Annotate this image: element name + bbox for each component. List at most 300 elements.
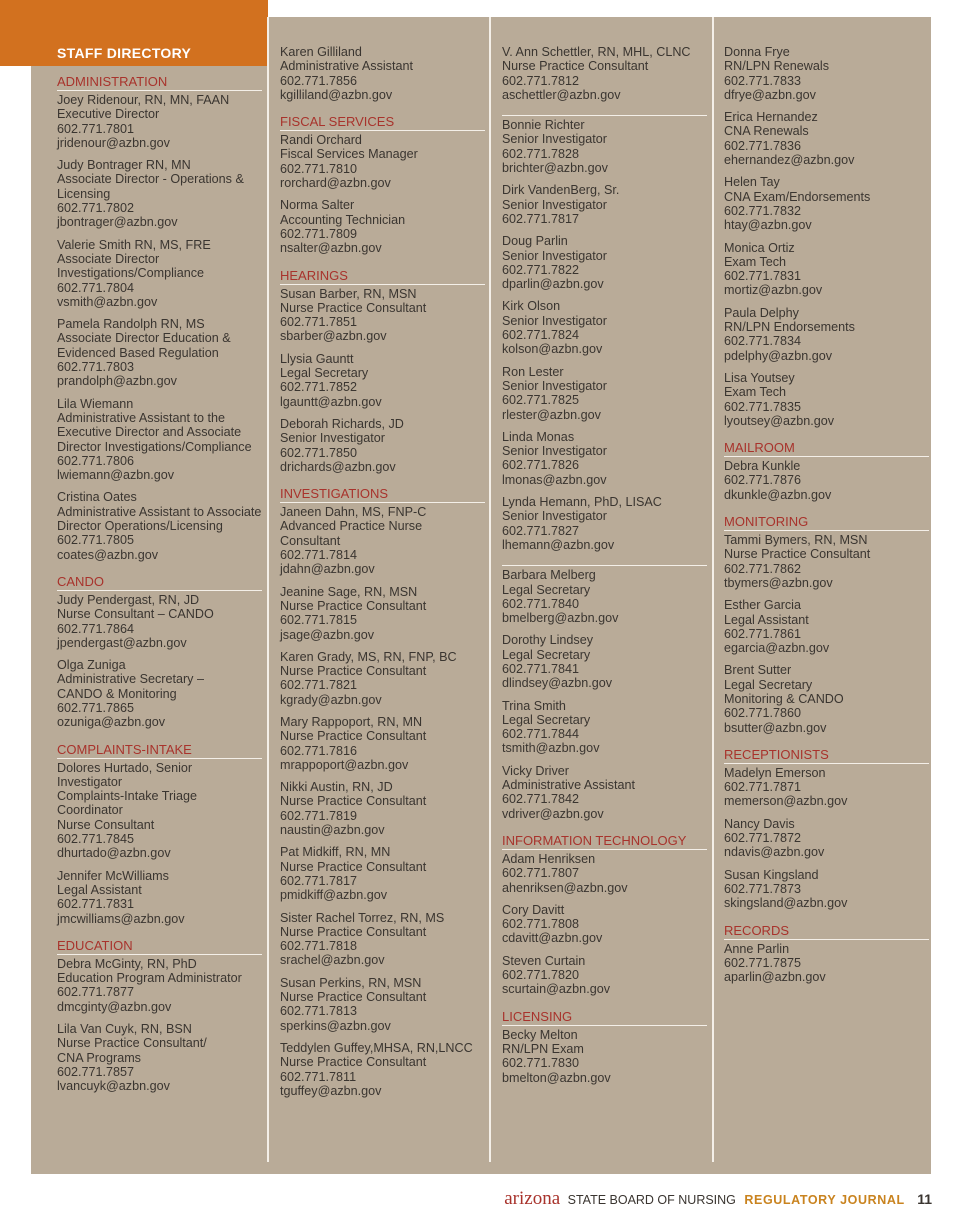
staff-entry <box>724 942 929 985</box>
staff-entry <box>280 417 485 474</box>
staff-email-link[interactable]: dhurtado@azbn.gov <box>57 846 171 861</box>
staff-entry <box>280 133 485 190</box>
staff-email-link[interactable]: pdelphy@azbn.gov <box>724 348 833 363</box>
section-title: RECORDS <box>724 923 929 940</box>
staff-name: Helen Tay <box>724 175 780 190</box>
staff-detail: Executive Director <box>57 107 160 122</box>
staff-email-link[interactable]: coates@azbn.gov <box>57 547 159 562</box>
section-title: CANDO <box>57 574 262 591</box>
staff-name: Debra Kunkle <box>724 459 801 474</box>
staff-detail: 602.771.7834 <box>724 334 802 349</box>
staff-detail: Nurse Practice Consultant <box>280 300 427 315</box>
staff-name: Teddylen Guffey,MHSA, RN,LNCC <box>280 1040 473 1055</box>
staff-detail: 602.771.7865 <box>57 700 135 715</box>
staff-email-link[interactable]: dmcginty@azbn.gov <box>57 999 172 1014</box>
staff-detail: 602.771.7810 <box>280 161 358 176</box>
staff-name: Barbara Melberg <box>502 568 596 583</box>
staff-detail: 602.771.7861 <box>724 626 802 641</box>
staff-entry <box>502 234 707 291</box>
directory-section <box>57 74 262 562</box>
staff-name: Deborah Richards, JD <box>280 416 404 431</box>
staff-entry <box>724 110 929 167</box>
staff-email-link[interactable]: lvancuyk@azbn.gov <box>57 1079 170 1094</box>
staff-email-link[interactable]: nsalter@azbn.gov <box>280 241 382 256</box>
staff-detail: Senior Investigator <box>280 431 386 446</box>
staff-detail: Director Investigations/Compliance <box>57 439 252 454</box>
staff-email-link[interactable]: jpendergast@azbn.gov <box>57 635 187 650</box>
staff-name: Debra McGinty, RN, PhD <box>57 956 197 971</box>
staff-email-link[interactable]: rorchard@azbn.gov <box>280 176 391 191</box>
staff-name: Janeen Dahn, MS, FNP-C <box>280 505 427 520</box>
staff-name: Lynda Hemann, PhD, LISAC <box>502 495 662 510</box>
staff-detail: 602.771.7840 <box>502 596 580 611</box>
directory-section <box>724 45 929 428</box>
staff-entry <box>724 533 929 590</box>
staff-name: Ron Lester <box>502 364 564 379</box>
staff-email-link[interactable]: vsmith@azbn.gov <box>57 294 158 309</box>
staff-email-link[interactable]: prandolph@azbn.gov <box>57 374 177 389</box>
staff-detail: CNA Exam/Endorsements <box>724 189 871 204</box>
staff-name: Tammi Bymers, RN, MSN <box>724 533 868 548</box>
staff-email-link[interactable]: kolson@azbn.gov <box>502 342 603 357</box>
staff-entry <box>280 505 485 576</box>
directory-column-4 <box>724 45 929 992</box>
staff-email-link[interactable]: ozuniga@azbn.gov <box>57 715 166 730</box>
staff-detail: Senior Investigator <box>502 197 608 212</box>
staff-name: Judy Bontrager RN, MN <box>57 158 191 173</box>
footer-journal-name: REGULATORY JOURNAL <box>744 1193 905 1207</box>
staff-email-link[interactable]: ahenriksen@azbn.gov <box>502 880 628 895</box>
staff-detail: 602.771.7820 <box>502 968 580 983</box>
staff-detail: Advanced Practice Nurse Consultant <box>280 519 423 548</box>
staff-email-link[interactable]: dlindsey@azbn.gov <box>502 676 613 691</box>
staff-detail: Administrative Assistant to the <box>57 410 225 425</box>
staff-entry <box>280 1041 485 1098</box>
directory-section <box>724 514 929 735</box>
directory-section <box>502 564 707 821</box>
staff-email-link[interactable]: tsmith@azbn.gov <box>502 741 600 756</box>
staff-name: Trina Smith <box>502 698 566 713</box>
section-title: RECEPTIONISTS <box>724 747 929 764</box>
staff-detail: 602.771.7825 <box>502 393 580 408</box>
staff-detail: Evidenced Based Regulation <box>57 345 219 360</box>
staff-email-link[interactable]: skingsland@azbn.gov <box>724 896 848 911</box>
staff-name: Jeanine Sage, RN, MSN <box>280 584 418 599</box>
staff-entry <box>502 365 707 422</box>
staff-entry <box>57 761 262 861</box>
staff-email-link[interactable]: lgauntt@azbn.gov <box>280 394 382 409</box>
staff-entry <box>57 158 262 229</box>
staff-detail: Administrative Assistant <box>502 778 635 793</box>
staff-name: Randi Orchard <box>280 133 362 148</box>
staff-name: Donna Frye <box>724 45 790 59</box>
staff-detail: Investigations/Compliance <box>57 266 205 281</box>
staff-name: Nancy Davis <box>724 816 795 831</box>
staff-name: Cory Davitt <box>502 902 565 917</box>
staff-email-link[interactable]: ndavis@azbn.gov <box>724 845 825 860</box>
directory-section <box>502 1009 707 1085</box>
staff-detail: 602.771.7873 <box>724 881 802 896</box>
directory-column-2 <box>280 45 485 1106</box>
staff-email-link[interactable]: jsage@azbn.gov <box>280 627 375 642</box>
directory-section <box>724 747 929 911</box>
column-divider <box>489 17 491 1162</box>
staff-detail: 602.771.7826 <box>502 458 580 473</box>
staff-entry <box>57 490 262 561</box>
staff-detail: Nurse Practice Consultant <box>280 729 427 744</box>
staff-entry <box>280 352 485 409</box>
column-divider <box>267 17 269 1162</box>
staff-detail: 602.771.7817 <box>280 873 358 888</box>
staff-entry <box>280 198 485 255</box>
directory-section <box>280 45 485 102</box>
staff-email-link[interactable]: tbymers@azbn.gov <box>724 575 833 590</box>
staff-detail: Nurse Practice Consultant <box>724 547 871 562</box>
staff-entry <box>280 780 485 837</box>
staff-detail: 602.771.7850 <box>280 445 358 460</box>
directory-column-3 <box>502 45 707 1093</box>
staff-email-link[interactable]: mortiz@azbn.gov <box>724 283 823 298</box>
staff-name: Judy Pendergast, RN, JD <box>57 592 200 607</box>
staff-detail: 602.771.7836 <box>724 138 802 153</box>
staff-entry <box>724 817 929 860</box>
staff-email-link[interactable]: jdahn@azbn.gov <box>280 562 375 577</box>
staff-detail: 602.771.7821 <box>280 678 358 693</box>
staff-email-link[interactable]: pmidkiff@azbn.gov <box>280 888 388 903</box>
staff-detail: Associate Director Education & <box>57 331 231 346</box>
staff-name: Joey Ridenour, RN, MN, FAAN <box>57 93 230 107</box>
staff-email-link[interactable]: egarcia@azbn.gov <box>724 641 830 656</box>
staff-entry <box>502 568 707 625</box>
staff-email-link[interactable]: htay@azbn.gov <box>724 218 812 233</box>
staff-detail: 602.771.7860 <box>724 706 802 721</box>
staff-detail: Nurse Practice Consultant/ <box>57 1036 207 1051</box>
staff-entry <box>57 658 262 729</box>
staff-name: Pat Midkiff, RN, MN <box>280 845 391 860</box>
staff-detail: 602.771.7877 <box>57 985 135 1000</box>
staff-email-link[interactable]: sperkins@azbn.gov <box>280 1018 391 1033</box>
staff-detail: 602.771.7812 <box>502 73 580 88</box>
staff-detail: Legal Assistant <box>57 882 142 897</box>
staff-entry <box>57 1022 262 1093</box>
staff-detail: Investigator <box>57 774 123 789</box>
staff-name: Dorothy Lindsey <box>502 633 594 648</box>
staff-email-link[interactable]: brichter@azbn.gov <box>502 161 608 176</box>
page-title: STAFF DIRECTORY <box>57 45 192 61</box>
staff-name: Adam Henriksen <box>502 851 596 866</box>
staff-name: Llysia Gauntt <box>280 351 354 366</box>
staff-detail: 602.771.7830 <box>502 1056 580 1071</box>
staff-detail: 602.771.7852 <box>280 380 358 395</box>
staff-name: Mary Rappoport, RN, MN <box>280 714 423 729</box>
section-title: EDUCATION <box>57 938 262 955</box>
staff-entry <box>502 764 707 821</box>
staff-detail: 602.771.7832 <box>724 203 802 218</box>
staff-detail: Nurse Practice Consultant <box>280 794 427 809</box>
staff-detail: Nurse Practice Consultant <box>502 59 649 74</box>
staff-name: Susan Kingsland <box>724 867 819 882</box>
staff-detail: 602.771.7814 <box>280 548 358 563</box>
staff-detail: RN/LPN Renewals <box>724 59 829 74</box>
staff-name: Susan Barber, RN, MSN <box>280 286 417 301</box>
staff-entry <box>57 317 262 388</box>
staff-detail: Administrative Secretary – <box>57 672 204 687</box>
staff-name: Linda Monas <box>502 429 575 444</box>
staff-email-link[interactable]: bsutter@azbn.gov <box>724 720 827 735</box>
staff-entry <box>280 845 485 902</box>
staff-name: Steven Curtain <box>502 953 586 968</box>
staff-email-link[interactable]: drichards@azbn.gov <box>280 459 396 474</box>
staff-name: Esther Garcia <box>724 598 801 613</box>
staff-name: V. Ann Schettler, RN, MHL, CLNC <box>502 45 691 59</box>
staff-name: Dolores Hurtado, Senior <box>57 760 193 775</box>
staff-detail: Senior Investigator <box>502 378 608 393</box>
staff-email-link[interactable]: srachel@azbn.gov <box>280 953 385 968</box>
staff-detail: 602.771.7817 <box>502 211 580 226</box>
staff-entry <box>724 766 929 809</box>
staff-detail: 602.771.7827 <box>502 523 580 538</box>
staff-detail: Nurse Practice Consultant <box>280 664 427 679</box>
staff-email-link[interactable]: lmonas@azbn.gov <box>502 472 607 487</box>
staff-entry <box>502 633 707 690</box>
staff-email-link[interactable]: scurtain@azbn.gov <box>502 982 610 997</box>
staff-detail: Senior Investigator <box>502 313 608 328</box>
staff-name: Karen Grady, MS, RN, FNP, BC <box>280 649 457 664</box>
staff-entry <box>502 118 707 175</box>
staff-name: Madelyn Emerson <box>724 765 826 780</box>
staff-name: Becky Melton <box>502 1027 578 1042</box>
staff-entry <box>280 976 485 1033</box>
staff-entry <box>724 175 929 232</box>
staff-name: Susan Perkins, RN, MSN <box>280 975 422 990</box>
staff-detail: 602.771.7841 <box>502 661 580 676</box>
footer-board-name: STATE BOARD OF NURSING <box>567 1193 736 1207</box>
staff-detail: 602.771.7808 <box>502 917 580 932</box>
staff-email-link[interactable]: memerson@azbn.gov <box>724 794 848 809</box>
staff-detail: 602.771.7851 <box>280 315 358 330</box>
staff-entry <box>502 299 707 356</box>
staff-email-link[interactable]: ehernandez@azbn.gov <box>724 153 855 168</box>
staff-entry <box>502 699 707 756</box>
staff-name: Sister Rachel Torrez, RN, MS <box>280 910 445 925</box>
staff-entry <box>724 598 929 655</box>
staff-entry <box>724 371 929 428</box>
staff-entry <box>280 45 485 102</box>
directory-section <box>280 486 485 1098</box>
staff-detail: Legal Assistant <box>724 612 809 627</box>
staff-email-link[interactable]: sbarber@azbn.gov <box>280 329 387 344</box>
staff-detail: 602.771.7815 <box>280 613 358 628</box>
staff-detail: 602.771.7824 <box>502 328 580 343</box>
directory-section <box>280 268 485 475</box>
staff-name: Monica Ortiz <box>724 240 795 255</box>
staff-email-link[interactable]: aschettler@azbn.gov <box>502 87 621 102</box>
staff-entry <box>57 957 262 1014</box>
staff-detail: CANDO & Monitoring <box>57 686 177 701</box>
staff-email-link[interactable]: lwiemann@azbn.gov <box>57 468 175 483</box>
directory-column-1 <box>57 74 262 1102</box>
staff-email-link[interactable]: cdavitt@azbn.gov <box>502 931 603 946</box>
directory-section <box>57 742 262 926</box>
staff-detail: 602.771.7807 <box>502 866 580 881</box>
directory-section <box>57 938 262 1094</box>
directory-section <box>724 923 929 985</box>
staff-name: Cristina Oates <box>57 490 137 505</box>
staff-entry <box>280 287 485 344</box>
staff-entry <box>724 45 929 102</box>
staff-entry <box>502 183 707 226</box>
section-title: FISCAL SERVICES <box>280 114 485 131</box>
section-title: LICENSING <box>502 1009 707 1026</box>
staff-name: Valerie Smith RN, MS, FRE <box>57 237 211 252</box>
staff-detail: Administrative Assistant <box>280 59 413 74</box>
staff-email-link[interactable]: jbontrager@azbn.gov <box>57 215 178 230</box>
directory-section <box>502 833 707 997</box>
staff-detail: Fiscal Services Manager <box>280 147 418 162</box>
staff-email-link[interactable]: bmelton@azbn.gov <box>502 1070 611 1085</box>
staff-entry <box>724 306 929 363</box>
staff-email-link[interactable]: kgilliland@azbn.gov <box>280 87 393 102</box>
staff-entry <box>57 869 262 926</box>
staff-name: Olga Zuniga <box>57 658 126 673</box>
staff-detail: Licensing <box>57 186 111 201</box>
staff-detail: Nurse Practice Consultant <box>280 1055 427 1070</box>
staff-detail: 602.771.7875 <box>724 955 802 970</box>
staff-detail: 602.771.7818 <box>280 939 358 954</box>
staff-detail: 602.771.7831 <box>724 269 802 284</box>
staff-name: Vicky Driver <box>502 763 569 778</box>
staff-entry <box>502 954 707 997</box>
staff-detail: 602.771.7844 <box>502 727 580 742</box>
staff-detail: Exam Tech <box>724 385 787 400</box>
footer-state-logo: arizona <box>504 1188 561 1209</box>
directory-section <box>502 114 707 552</box>
staff-name: Kirk Olson <box>502 299 561 314</box>
staff-email-link[interactable]: dparlin@azbn.gov <box>502 277 604 292</box>
staff-entry <box>502 495 707 552</box>
staff-entry <box>724 241 929 298</box>
staff-detail: Legal Secretary <box>280 366 369 381</box>
staff-entry <box>502 852 707 895</box>
staff-email-link[interactable]: vdriver@azbn.gov <box>502 806 604 821</box>
staff-detail: Nurse Practice Consultant <box>280 859 427 874</box>
section-title: HEARINGS <box>280 268 485 285</box>
staff-detail: 602.771.7845 <box>57 832 135 847</box>
staff-detail: 602.771.7805 <box>57 533 135 548</box>
staff-email-link[interactable]: tguffey@azbn.gov <box>280 1083 382 1098</box>
section-title: INFORMATION TECHNOLOGY <box>502 833 707 850</box>
staff-detail: 602.771.7804 <box>57 280 135 295</box>
staff-detail: Nurse Practice Consultant <box>280 924 427 939</box>
staff-detail: 602.771.7833 <box>724 73 802 88</box>
staff-detail: Education Program Administrator <box>57 971 242 986</box>
staff-detail: Monitoring & CANDO <box>724 691 844 706</box>
staff-detail: Associate Director - Operations & <box>57 172 244 187</box>
staff-detail: Associate Director <box>57 251 160 266</box>
staff-email-link[interactable]: rlester@azbn.gov <box>502 407 601 422</box>
staff-email-link[interactable]: mrappoport@azbn.gov <box>280 757 409 772</box>
staff-detail: 602.771.7802 <box>57 201 135 216</box>
staff-detail: 602.771.7809 <box>280 226 358 241</box>
staff-detail: Exam Tech <box>724 254 787 269</box>
staff-detail: Administrative Assistant to Associate <box>57 504 262 519</box>
staff-entry <box>280 650 485 707</box>
staff-name: Bonnie Richter <box>502 118 585 133</box>
section-title: ADMINISTRATION <box>57 74 262 91</box>
staff-detail: Legal Secretary <box>502 582 591 597</box>
staff-detail: 602.771.7811 <box>280 1069 357 1084</box>
staff-detail: 602.771.7822 <box>502 262 580 277</box>
staff-detail: Nurse Practice Consultant <box>280 598 427 613</box>
section-title: MAILROOM <box>724 440 929 457</box>
staff-email-link[interactable]: jridenour@azbn.gov <box>57 135 170 150</box>
staff-entry <box>57 593 262 650</box>
staff-name: Dirk VandenBerg, Sr. <box>502 183 620 198</box>
staff-detail: 602.771.7876 <box>724 473 802 488</box>
staff-detail: 602.771.7872 <box>724 831 802 846</box>
staff-email-link[interactable]: lhemann@azbn.gov <box>502 537 615 552</box>
staff-email-link[interactable]: bmelberg@azbn.gov <box>502 611 619 626</box>
section-title: MONITORING <box>724 514 929 531</box>
staff-detail: 602.771.7813 <box>280 1004 358 1019</box>
staff-detail: Senior Investigator <box>502 444 608 459</box>
directory-section <box>724 440 929 502</box>
staff-detail: 602.771.7803 <box>57 360 135 375</box>
staff-detail: CNA Programs <box>57 1050 141 1065</box>
staff-name: Lila Van Cuyk, RN, BSN <box>57 1022 192 1037</box>
staff-email-link[interactable]: naustin@azbn.gov <box>280 823 385 838</box>
staff-detail: RN/LPN Endorsements <box>724 320 855 335</box>
staff-name: Lisa Youtsey <box>724 370 795 385</box>
staff-detail: 602.771.7842 <box>502 792 580 807</box>
section-rule <box>502 114 707 116</box>
staff-name: Paula Delphy <box>724 305 799 320</box>
staff-detail: Senior Investigator <box>502 509 608 524</box>
staff-detail: 602.771.7831 <box>57 897 135 912</box>
staff-name: Nikki Austin, RN, JD <box>280 780 393 795</box>
staff-email-link[interactable]: dfrye@azbn.gov <box>724 87 816 102</box>
staff-detail: Legal Secretary <box>502 647 591 662</box>
staff-entry <box>502 903 707 946</box>
staff-email-link[interactable]: dkunkle@azbn.gov <box>724 487 832 502</box>
staff-name: Jennifer McWilliams <box>57 868 169 883</box>
directory-section <box>280 114 485 255</box>
staff-entry <box>502 430 707 487</box>
staff-email-link[interactable]: lyoutsey@azbn.gov <box>724 413 835 428</box>
footer <box>504 1188 932 1210</box>
column-divider <box>712 17 714 1162</box>
staff-detail: RN/LPN Exam <box>502 1041 584 1056</box>
staff-email-link[interactable]: jmcwilliams@azbn.gov <box>57 911 185 926</box>
staff-name: Lila Wiemann <box>57 396 134 411</box>
staff-detail: Accounting Technician <box>280 212 406 227</box>
staff-detail: 602.771.7857 <box>57 1064 135 1079</box>
staff-detail: 602.771.7801 <box>57 121 135 136</box>
staff-email-link[interactable]: aparlin@azbn.gov <box>724 970 826 985</box>
staff-detail: 602.771.7871 <box>724 780 802 795</box>
staff-email-link[interactable]: kgrady@azbn.gov <box>280 692 382 707</box>
staff-name: Erica Hernandez <box>724 110 818 125</box>
staff-detail: Nurse Consultant <box>57 817 155 832</box>
staff-detail: 602.771.7806 <box>57 453 135 468</box>
staff-name: Anne Parlin <box>724 941 790 956</box>
staff-detail: 602.771.7835 <box>724 399 802 414</box>
directory-section <box>57 574 262 730</box>
staff-entry <box>724 459 929 502</box>
staff-name: Doug Parlin <box>502 234 568 249</box>
section-title: INVESTIGATIONS <box>280 486 485 503</box>
staff-detail: Senior Investigator <box>502 132 608 147</box>
